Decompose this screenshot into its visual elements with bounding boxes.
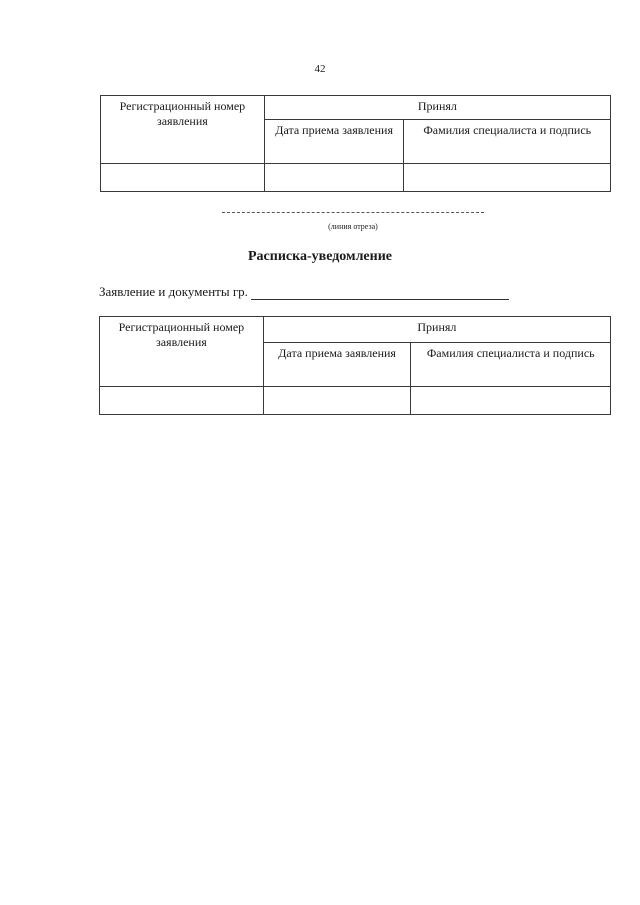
- registration-table-bottom: [99, 316, 611, 415]
- date-cell[interactable]: [263, 387, 411, 415]
- specialist-cell[interactable]: [411, 387, 611, 415]
- specialist-header: Фамилия специалиста и подпись: [404, 120, 611, 164]
- date-cell[interactable]: [264, 164, 404, 192]
- reg-number-header: Регистрационный номер заявления: [100, 317, 264, 387]
- specialist-header: Фамилия специалиста и подпись: [411, 343, 611, 387]
- reg-number-cell[interactable]: [101, 164, 265, 192]
- accepted-header: Принял: [263, 317, 610, 343]
- date-header: Дата приема заявления: [263, 343, 411, 387]
- docs-label: Заявление и документы гр.: [99, 284, 248, 299]
- registration-table-top: [100, 95, 611, 192]
- page-number: 42: [314, 63, 326, 75]
- reg-number-header: Регистрационный номер заявления: [101, 96, 265, 164]
- cut-line-label: (линия отреза): [328, 222, 378, 231]
- citizen-name-blank[interactable]: [251, 287, 509, 300]
- receipt-title: Расписка-уведомление: [248, 249, 392, 264]
- cut-line: [222, 212, 484, 213]
- docs-line: [99, 284, 509, 300]
- reg-number-cell[interactable]: [100, 387, 264, 415]
- date-header: Дата приема заявления: [264, 120, 404, 164]
- specialist-cell[interactable]: [404, 164, 611, 192]
- accepted-header: Принял: [264, 96, 610, 120]
